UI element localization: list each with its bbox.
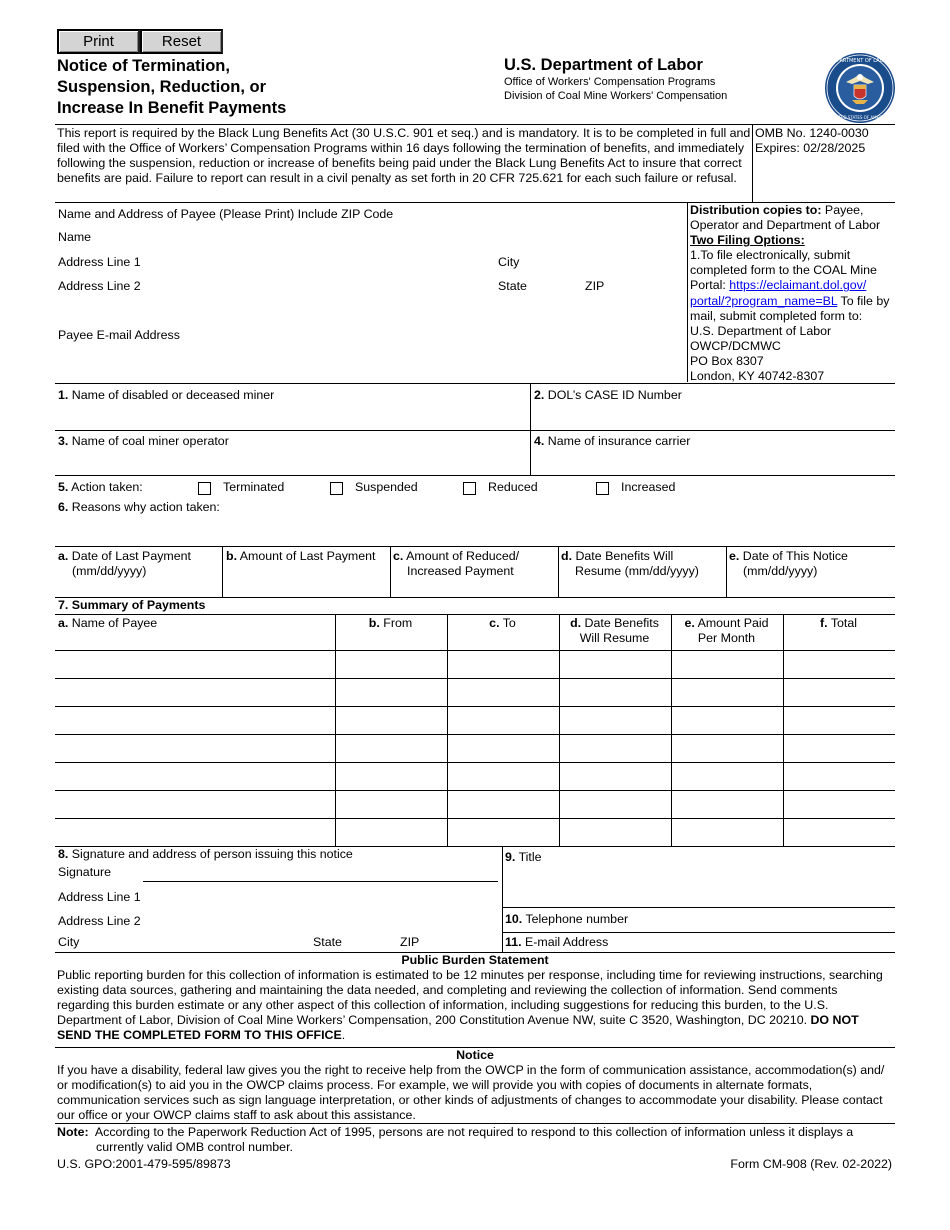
issuer-address2-label: Address Line 2 (58, 914, 141, 928)
seal-bottom-text: UNITED STATES OF AMERICA (831, 115, 889, 120)
agency-name: U.S. Department of Labor (504, 56, 703, 74)
summary-col-d: d. Date Benefits Will Resume (570, 616, 659, 645)
summary-col-e: e. Amount Paid Per Month (684, 616, 769, 645)
seal-top-text: DEPARTMENT OF LABOR (829, 58, 891, 64)
form-number: Form CM-908 (Rev. 02-2022) (730, 1157, 892, 1171)
summary-col-c: c. To (489, 616, 516, 630)
payee-email-label: Payee E-mail Address (58, 328, 180, 342)
title-line-3: Increase In Benefit Payments (57, 99, 287, 117)
field-10-label: 10. Telephone number (505, 912, 629, 926)
reduced-label: Reduced (488, 480, 538, 494)
mail-address-line4: London, KY 40742-8307 (690, 369, 825, 384)
distribution-label: Distribution copies to: (690, 203, 822, 217)
intro-paragraph: This report is required by the Black Lung Benefits Act (30 U.S.C. 901 et seq.) and is mandatory. It is to be completed in full and filed with the Office of Workers’ Compensation Programs within 16 days following the termination of benefits, and immediately following the suspension, reduction or increase of benefits being paid under the Black Lung Benefits Act to insure that correct benefits are paid. Failure to report can result in a civil penalty as set forth in 20 CFR 725.621 for each such failure or refusal. (57, 126, 751, 185)
portal-link[interactable]: https://eclaimant.dol.gov/ portal/?program_name=BL (690, 278, 867, 308)
summary-table-row[interactable] (56, 651, 894, 678)
field-2-label: 2. DOL’s CASE ID Number (534, 388, 682, 402)
gpo-number: U.S. GPO:2001-479-595/89873 (57, 1157, 231, 1171)
increased-label: Increased (621, 480, 676, 494)
summary-table-row[interactable] (56, 819, 894, 846)
burden-paragraph: Public reporting burden for this collection of information is estimated to be 12 minutes per response, including time for reviewing instructions, searching existing data sources, gathering and maintaining the data needed, and completing and reviewing the collection of information. Send comments regarding this burden estimate or any other aspect of this collection of information, including suggestions for reducing this burden, to the U.S. Department of Labor, Division of Coal Mine Workers’ Compensation, 200 Constitution Avenue NW, suite C 3520, Washington, DC 20210. DO NOT SEND THE COMPLETED FORM TO THIS OFFICE. (57, 968, 883, 1042)
option1-mail-text: To file by mail, submit completed form to: (690, 293, 890, 323)
payee-zip-label: ZIP (585, 279, 605, 293)
summary-title: 7. Summary of Payments (58, 598, 206, 612)
notice-paragraph: If you have a disability, federal law gives you the right to receive help from the OWCP in the form of communication assistance, accommodation(s) and/ or modification(s) to aid you in the OWCP claims process. For example, we will provide you with copies of documents in alternate formats, communication services such as sign language interpretation, or other kinds of adjustments of changes to accommodate your disability. Please contact our office or your OWCP claims staff to ask about this assistance. (57, 1063, 885, 1122)
suspended-checkbox[interactable] (330, 482, 343, 495)
field-11-label: 11. E-mail Address (505, 935, 609, 949)
title-line-1: Notice of Termination, (57, 57, 230, 75)
field-5-label: 5. Action taken: (58, 480, 143, 494)
payee-city-label: City (498, 255, 520, 269)
note-paragraph: Note: According to the Paperwork Reduction Act of 1995, persons are not required to respond to this collection of information unless it displays a currently valid OMB control number. (57, 1125, 854, 1154)
payee-heading: Name and Address of Payee (Please Print) Include ZIP Code (58, 207, 394, 221)
print-button[interactable]: Print (57, 29, 140, 54)
issuer-address1-label: Address Line 1 (58, 890, 141, 904)
field-3-label: 3. Name of coal miner operator (58, 434, 229, 448)
payee-address1-label: Address Line 1 (58, 255, 141, 269)
suspended-label: Suspended (355, 480, 418, 494)
summary-col-f: f. Total (820, 616, 857, 630)
summary-col-b: b. From (368, 616, 413, 630)
payment-info-b: b. Amount of Last Payment (226, 549, 376, 563)
issuer-state-label: State (313, 935, 342, 949)
mail-address-line2: OWCP/DCMWC (690, 338, 781, 353)
division-name: Division of Coal Mine Workers' Compensation (504, 90, 728, 102)
terminated-checkbox[interactable] (198, 482, 211, 495)
mail-address-line1: U.S. Department of Labor (690, 323, 832, 338)
summary-table-row[interactable] (56, 791, 894, 818)
burden-title: Public Burden Statement (401, 953, 549, 967)
office-name: Office of Workers' Compensation Programs (504, 76, 716, 88)
terminated-label: Terminated (223, 480, 285, 494)
title-line-2: Suspension, Reduction, or (57, 78, 267, 96)
payment-info-c: c. Amount of Reduced/ Increased Payment (393, 549, 520, 578)
summary-table-row[interactable] (56, 707, 894, 734)
issuer-city-label: City (58, 935, 80, 949)
summary-table-row[interactable] (56, 679, 894, 706)
option1-text: 1.To file electronically, submit completed form to the COAL Mine Portal: (690, 248, 877, 293)
summary-table-row[interactable] (56, 763, 894, 790)
field-9-label: 9. Title (505, 850, 542, 864)
dol-seal-icon (824, 52, 896, 124)
field-6-label: 6. Reasons why action taken: (58, 500, 220, 514)
distribution-text: Payee, Operator and Department of Labor (690, 203, 881, 233)
payment-info-e: e. Date of This Notice (mm/dd/yyyy) (729, 549, 848, 578)
field-1-label: 1. Name of disabled or deceased miner (58, 388, 275, 402)
payee-address2-label: Address Line 2 (58, 279, 141, 293)
two-filing-options: Two Filing Options: (690, 233, 805, 248)
reset-button[interactable]: Reset (140, 29, 223, 54)
field-8-label: 8. Signature and address of person issuing this notice (58, 847, 353, 861)
reduced-checkbox[interactable] (463, 482, 476, 495)
mail-address-line3: PO Box 8307 (690, 353, 764, 368)
notice-title: Notice (456, 1048, 494, 1062)
field-4-label: 4. Name of insurance carrier (534, 434, 691, 448)
increased-checkbox[interactable] (596, 482, 609, 495)
form-title (57, 56, 286, 119)
payment-info-a: a. Date of Last Payment (mm/dd/yyyy) (58, 549, 191, 578)
payment-info-d: d. Date Benefits Will Resume (mm/dd/yyyy) (561, 549, 699, 578)
issuer-zip-label: ZIP (400, 935, 420, 949)
distribution-block (690, 203, 895, 384)
signature-line[interactable] (143, 881, 498, 882)
omb-number: OMB No. 1240-0030 (755, 126, 869, 140)
payee-name-label: Name (58, 230, 92, 244)
payee-state-label: State (498, 279, 527, 293)
summary-col-a: a. Name of Payee (58, 616, 158, 630)
omb-expires: Expires: 02/28/2025 (755, 141, 866, 155)
signature-label: Signature (58, 865, 112, 879)
summary-table-row[interactable] (56, 735, 894, 762)
